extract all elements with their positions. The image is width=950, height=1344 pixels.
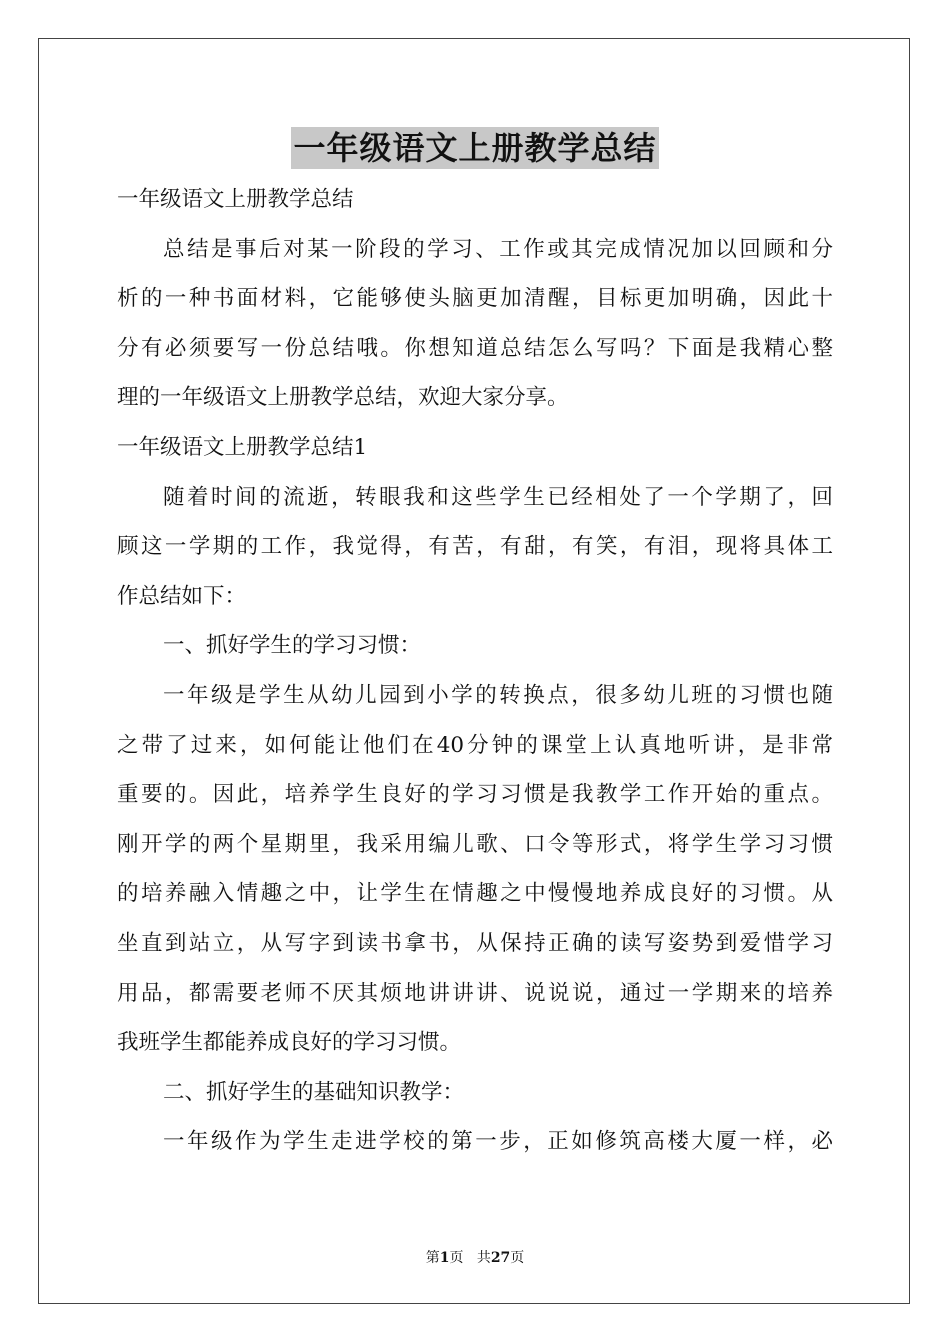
text-line: 作总结如下： [117, 583, 247, 609]
footer-page-prefix: 第 [425, 1250, 440, 1266]
text-line: 随着时间的流逝，转眼我和这些学生已经相处了一个学期了，回 [163, 484, 833, 510]
text-line: 我班学生都能养成良好的学习习惯。 [117, 1030, 462, 1056]
document-title-wrapper [0, 127, 950, 169]
text-line: 一年级语文上册教学总结1 [117, 434, 368, 460]
text-line: 一年级作为学生走进学校的第一步，正如修筑高楼大厦一样，必 [163, 1129, 833, 1155]
text-line: 刚开学的两个星期里，我采用编儿歌、口令等形式，将学生学习习惯 [117, 831, 833, 857]
text-line: 一年级是学生从幼儿园到小学的转换点，很多幼儿班的习惯也随 [163, 682, 833, 708]
text-line: 用品，都需要老师不厌其烦地讲讲讲、说说说，通过一学期来的培养 [117, 980, 833, 1006]
text-line: 的培养融入情趣之中，让学生在情趣之中慢慢地养成良好的习惯。从 [117, 881, 833, 907]
footer-page-number: 1 [439, 1250, 450, 1266]
text-line: 二、抓好学生的基础知识教学： [163, 1079, 465, 1105]
footer-total-pages: 27 [490, 1250, 511, 1266]
text-line: 顾这一学期的工作，我觉得，有苦，有甜，有笑，有泪，现将具体工 [117, 534, 833, 560]
text-line: 总结是事后对某一阶段的学习、工作或其完成情况加以回顾和分 [163, 236, 833, 262]
text-line: 理的一年级语文上册教学总结，欢迎大家分享。 [117, 385, 569, 411]
text-line: 之带了过来，如何能让他们在40分钟的课堂上认真地听讲，是非常 [117, 732, 833, 758]
footer-page-suffix: 页 [449, 1250, 464, 1266]
text-line: 坐直到站立，从写字到读书拿书，从保持正确的读写姿势到爱惜学习 [117, 930, 833, 956]
text-line: 一、抓好学生的学习习惯： [163, 633, 422, 659]
text-line: 重要的。因此，培养学生良好的学习习惯是我教学工作开始的重点。 [117, 782, 833, 808]
text-line: 分有必须要写一份总结哦。你想知道总结怎么写吗？下面是我精心整 [117, 335, 833, 361]
page-footer [0, 1247, 950, 1267]
text-line: 析的一种书面材料，它能够使头脑更加清醒，目标更加明确，因此十 [117, 286, 833, 312]
footer-total-suffix: 页 [510, 1250, 525, 1266]
document-title: 一年级语文上册教学总结 [293, 129, 657, 167]
document-body [117, 175, 833, 1167]
footer-total-prefix: 共 [476, 1250, 491, 1266]
text-line: 一年级语文上册教学总结 [117, 187, 354, 212]
